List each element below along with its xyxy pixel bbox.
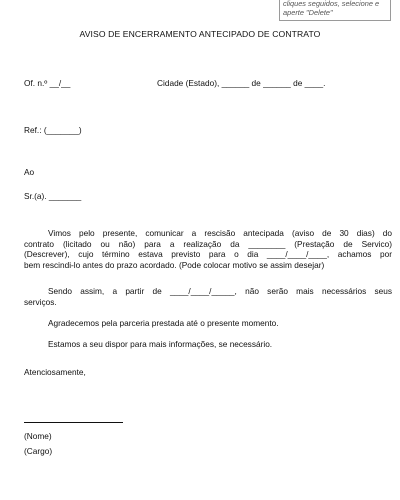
tip-line-2: aperte "Delete" <box>283 7 333 17</box>
paragraph-thanks: Agradecemos pela parceria prestada até o presente momento. <box>48 318 279 328</box>
document-title: AVISO DE ENCERRAMENTO ANTECIPADO DE CONTRATO <box>79 29 321 39</box>
office-number: Of. n.º __/__ <box>24 78 71 88</box>
paragraph-services <box>24 286 392 307</box>
paragraph-availability: Estamos a seu dispor para mais informações, se necessário. <box>48 339 273 349</box>
paragraph-notice-line: (Descrever), cujo término estava previsto para o dia ____/____/____, achamos por <box>24 249 392 260</box>
paragraph-notice <box>24 228 392 270</box>
reference-line: Ref.: (_______) <box>24 125 82 135</box>
paragraph-notice-line: bem rescindi-lo antes do prazo acordado. (Pode colocar motivo se assim desejar) <box>24 259 325 270</box>
tip-box <box>279 0 391 21</box>
paragraph-services-line: Sendo assim, a partir de ____/____/_____, não serão mais necessários seus <box>48 286 392 296</box>
closing-salutation: Atenciosamente, <box>24 367 86 377</box>
tip-line-1: cliques seguidos, selecione e <box>283 0 380 8</box>
signature-line <box>24 422 123 423</box>
paragraph-services-line: serviços. <box>24 296 57 307</box>
signer-name: (Nome) <box>24 431 52 441</box>
signer-role: (Cargo) <box>24 446 53 456</box>
addressee-to: Ao <box>24 167 35 177</box>
paragraph-notice-line: Vimos pelo presente, comunicar a rescisão antecipada (aviso de 30 dias) do <box>48 228 392 238</box>
addressee-name: Sr.(a). _______ <box>24 191 82 201</box>
paragraph-notice-line: contrato (licitado ou não) para a realização da ________ (Prestação de Servico) <box>24 238 392 249</box>
city-date-line: Cidade (Estado), ______ de ______ de ____. <box>157 78 326 88</box>
